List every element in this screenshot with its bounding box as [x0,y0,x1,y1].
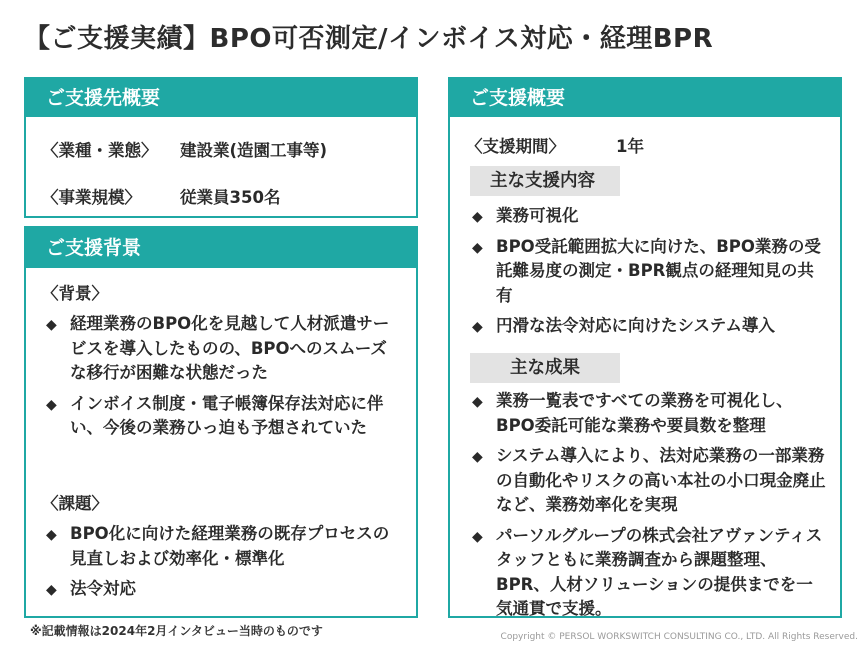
support-background-panel [24,226,418,618]
list-item: ◆ 法令対応 [46,577,402,602]
issues-list [46,522,402,608]
diamond-bullet-icon: ◆ [46,317,57,333]
period-value: 1年 [616,137,644,156]
diamond-bullet-icon: ◆ [46,527,57,543]
diamond-bullet-icon: ◆ [46,582,57,598]
issues-label: 〈課題〉 [42,494,108,513]
industry-value: 建設業(造園工事等) [180,141,328,160]
support-background-heading: ご支援背景 [26,228,416,268]
diamond-bullet-icon: ◆ [472,209,483,225]
diamond-bullet-icon: ◆ [472,319,483,335]
scale-row [42,184,281,208]
results-list [472,389,828,628]
background-list [46,312,402,447]
support-content-list [472,204,828,345]
diamond-bullet-icon: ◆ [472,449,483,465]
scale-value: 従業員350名 [180,188,281,207]
list-item: ◆ 経理業務のBPO化を見越して人材派遣サービスを導入したものの、BPOへのスムーズな移行が困難な状態だった [46,314,390,382]
page-title: 【ご支援実績】BPO可否測定/インボイス対応・経理BPR [24,24,714,54]
diamond-bullet-icon: ◆ [472,394,483,410]
diamond-bullet-icon: ◆ [472,239,483,256]
copyright: Copyright © PERSOL WORKSWITCH CONSULTING CO., LTD. All Rights Reserved. [500,632,858,642]
list-item: ◆ BPO化に向けた経理業務の既存プロセスの見直しおよび効率化・標準化 [46,524,390,568]
results-label: 主な成果 [470,353,620,383]
diamond-bullet-icon: ◆ [472,528,483,545]
list-item: ◆ インボイス制度・電子帳簿保存法対応に伴い、今後の業務ひっ迫も予想されていた [46,393,384,437]
client-overview-panel [24,77,418,218]
background-label: 〈背景〉 [42,284,108,303]
footnote: ※記載情報は2024年2月インタビュー当時のものです [30,624,323,638]
list-item: ◆ システム導入により、法対応業務の一部業務の自動化やリスクの高い本社の小口現金廃止など、業務効率化を実現 [472,446,826,514]
industry-label: 〈業種・業態〉 [42,141,158,160]
list-item: ◆ 業務一覧表ですべての業務を可視化し、BPO委託可能な業務や要員数を整理 [472,391,793,435]
support-overview-heading: ご支援概要 [450,79,840,117]
client-overview-heading: ご支援先概要 [26,79,416,117]
period-row [466,133,644,157]
list-item: ◆ パーソルグループの株式会社アヴァンティスタッフともに業務調査から課題整理、BPR、人材ソリューションの提供までを一気通貫で支援。 [472,525,823,618]
support-content-label: 主な支援内容 [470,166,620,196]
list-item: ◆ BPO受託範囲拡大に向けた、BPO業務の受託難易度の測定・BPR観点の経理知見の共有 [472,236,821,305]
industry-row [42,137,328,161]
diamond-bullet-icon: ◆ [46,396,57,413]
list-item: ◆ 業務可視化 [472,204,828,229]
period-label: 〈支援期間〉 [466,137,565,156]
scale-label: 〈事業規模〉 [42,188,141,207]
support-overview-panel [448,77,842,618]
list-item: ◆ 円滑な法令対応に向けたシステム導入 [472,314,828,339]
